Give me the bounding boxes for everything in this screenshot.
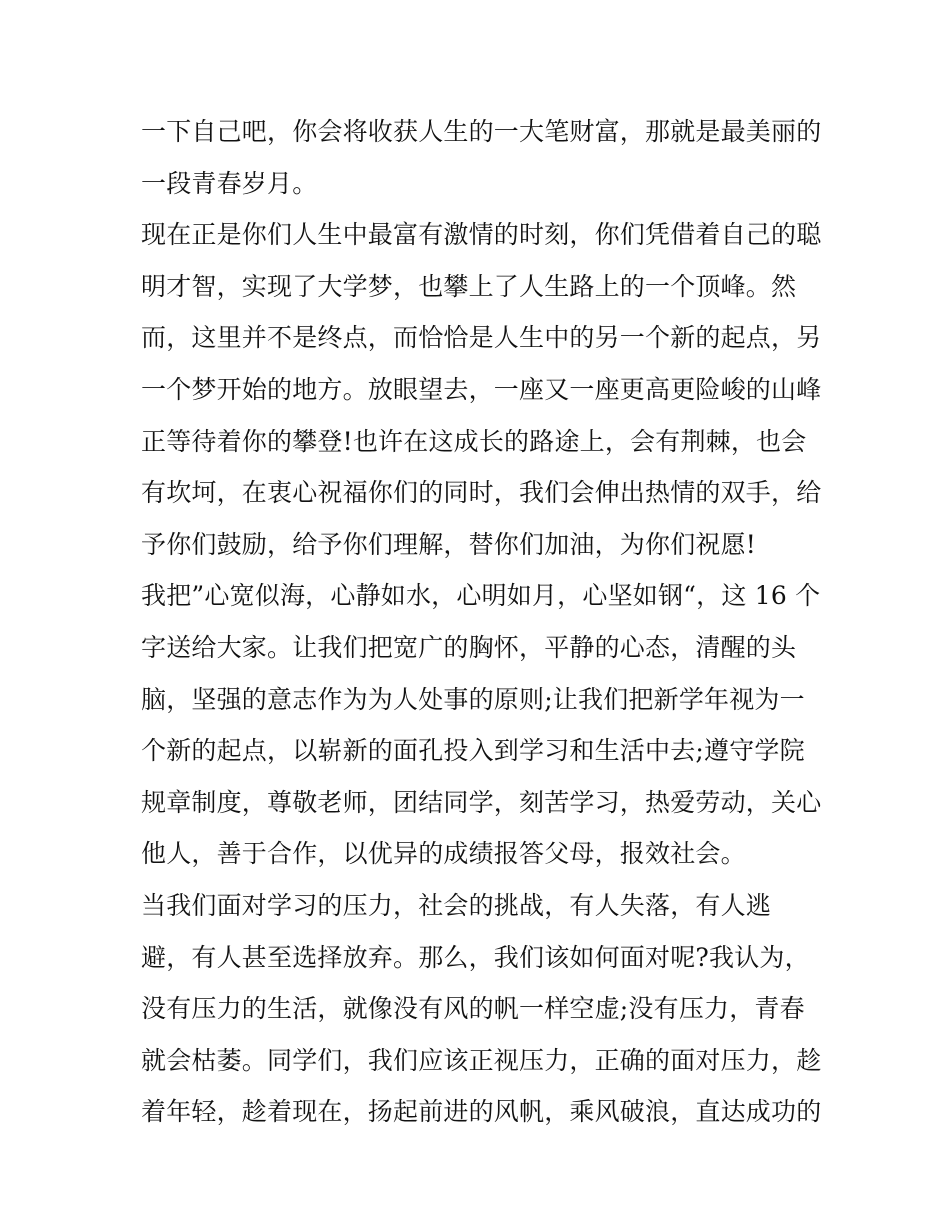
text-line: 一下自己吧，你会将收获人生的一大笔财富，那就是最美丽的 <box>141 117 822 146</box>
body-text <box>141 106 821 1138</box>
text-line: 规章制度，尊敬老师，团结同学，刻苦学习，热爱劳动，关心 <box>141 787 822 817</box>
text-line: 当我们面对学习的压力，社会的挑战，有人失落，有人逃 <box>141 890 772 920</box>
text-line: 有坎坷，在衷心祝福你们的同时，我们会伸出热情的双手，给 <box>141 478 822 508</box>
text-line: 他人，善于合作，以优异的成绩报答父母，报效社会。 <box>141 839 746 869</box>
text-line: 脑，坚强的意志作为为人处事的原则;让我们把新学年视为一 <box>141 684 805 714</box>
text-line: 就会枯萎。同学们，我们应该正视压力，正确的面对压力，趁 <box>141 1045 822 1075</box>
text-line: 予你们鼓励，给予你们理解，替你们加油，为你们祝愿! <box>141 529 757 559</box>
text-line: 没有压力的生活，就像没有风的帆一样空虚;没有压力，青春 <box>141 994 805 1024</box>
text-line: 一段青春岁月。 <box>141 168 318 198</box>
text-line: 一个梦开始的地方。放眼望去，一座又一座更高更险峻的山峰 <box>141 374 822 404</box>
text-line: 着年轻，趁着现在，扬起前进的风帆，乘风破浪，直达成功的 <box>141 1097 822 1127</box>
text-line: 我把”心宽似海，心静如水，心明如月，心坚如钢“，这 16 个 <box>141 581 821 611</box>
text-line: 个新的起点，以崭新的面孔投入到学习和生活中去;遵守学院 <box>141 736 805 766</box>
text-line: 而，这里并不是终点，而恰恰是人生中的另一个新的起点，另 <box>141 323 822 353</box>
text-line: 字送给大家。让我们把宽广的胸怀，平静的心态，清醒的头 <box>141 632 797 662</box>
text-line: 现在正是你们人生中最富有激情的时刻，你们凭借着自己的聪 <box>141 220 822 250</box>
text-line: 避，有人甚至选择放弃。那么，我们该如何面对呢?我认为， <box>141 942 810 972</box>
text-line: 正等待着你的攀登!也许在这成长的路途上，会有荆棘，也会 <box>141 426 807 456</box>
text-line: 明才智，实现了大学梦，也攀上了人生路上的一个顶峰。然 <box>141 271 797 301</box>
